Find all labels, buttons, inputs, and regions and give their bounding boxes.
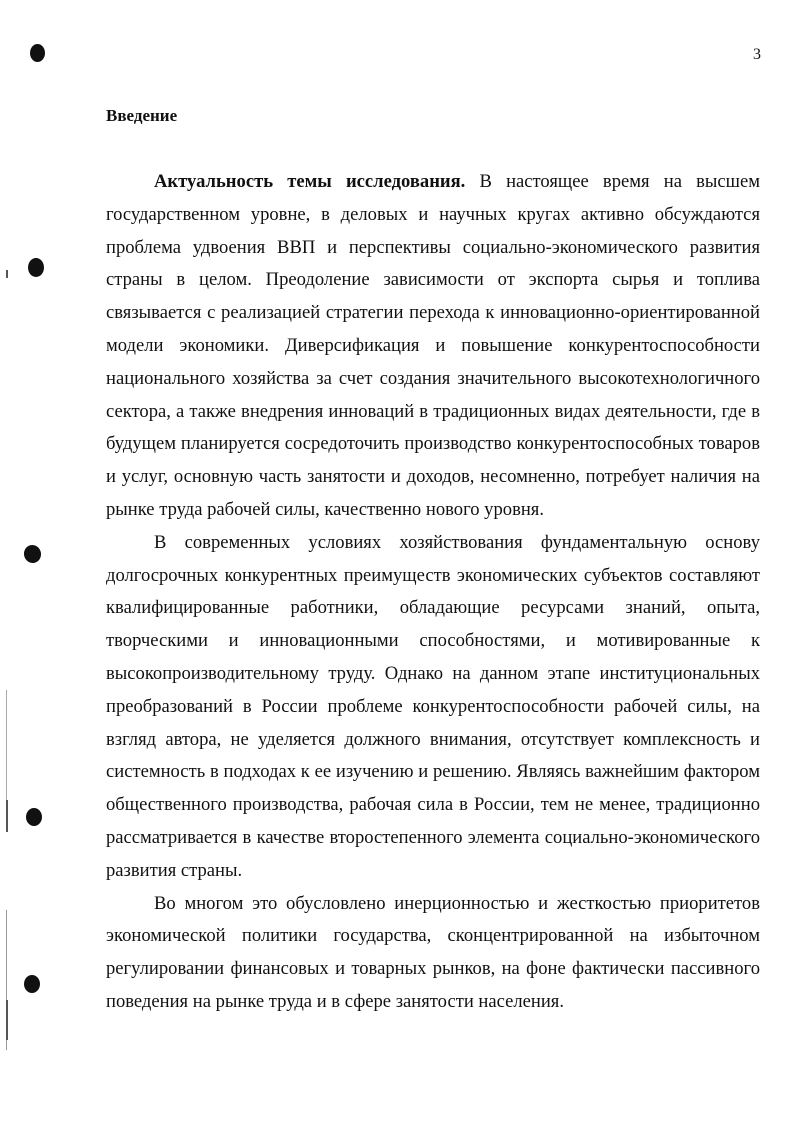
binder-hole <box>22 543 43 565</box>
scan-artifact <box>6 1000 8 1040</box>
scan-artifact <box>6 800 8 832</box>
paragraph <box>106 888 760 1019</box>
paragraph <box>106 527 760 888</box>
paragraph-text: В современных условиях хозяйствования фундаментальную основу долгосрочных конкурентных преимуществ экономических субъектов составляют квалифицированные работники, обладающие ресурсами знаний, опыта, творческими и инновационными способностями, и мотивированные к высокопроизводительному труду. Однако на данном этапе институциональных преобразований в России проблеме конкурентоспособности рабочей силы, на взгляд автора, не уделяется должного внимания, отсутствует комплексность и системность в подходах к ее изучению и решению. Являясь важнейшим фактором общественного производства, рабочая сила в России, тем не менее, традиционно рассматривается в качестве второстепенного элемента социально-экономического развития страны. <box>106 531 760 881</box>
paragraph <box>106 166 760 527</box>
page-number: 3 <box>753 46 761 63</box>
scan-artifact <box>6 690 7 810</box>
binder-hole <box>24 975 40 993</box>
paragraph-text: Во многом это обусловлено инерционностью и жесткостью приоритетов экономической политики государства, сконцентрированной на избыточном регулировании финансовых и товарных рынков, на фоне фактически пассивного поведения на рынке труда и в сфере занятости населения. <box>106 892 760 1012</box>
body-text <box>106 166 760 1019</box>
binder-hole <box>26 808 42 826</box>
scan-artifact <box>6 270 8 278</box>
paragraph-text: В настоящее время на высшем государственном уровне, в деловых и научных кругах активно обсуждаются проблема удвоения ВВП и перспективы социально-экономического развития страны в целом. Преодоление зависимости от экспорта сырья и топлива связывается с реализацией стратегии перехода к инновационно-ориентированной модели экономики. Диверсификация и повышение конкурентоспособности национального хозяйства за счет создания значительного высокотехнологичного сектора, а также внедрения инноваций в традиционных видах деятельности, где в будущем планируется сосредоточить производство конкурентоспособных товаров и услуг, основную часть занятости и доходов, несомненно, потребует наличия на рынке труда рабочей силы, качественно нового уровня. <box>106 171 761 520</box>
binder-hole <box>30 44 45 62</box>
binder-hole <box>28 258 44 277</box>
paragraph-lead: Актуальность темы исследования. <box>154 171 466 192</box>
section-heading: Введение <box>106 106 178 125</box>
